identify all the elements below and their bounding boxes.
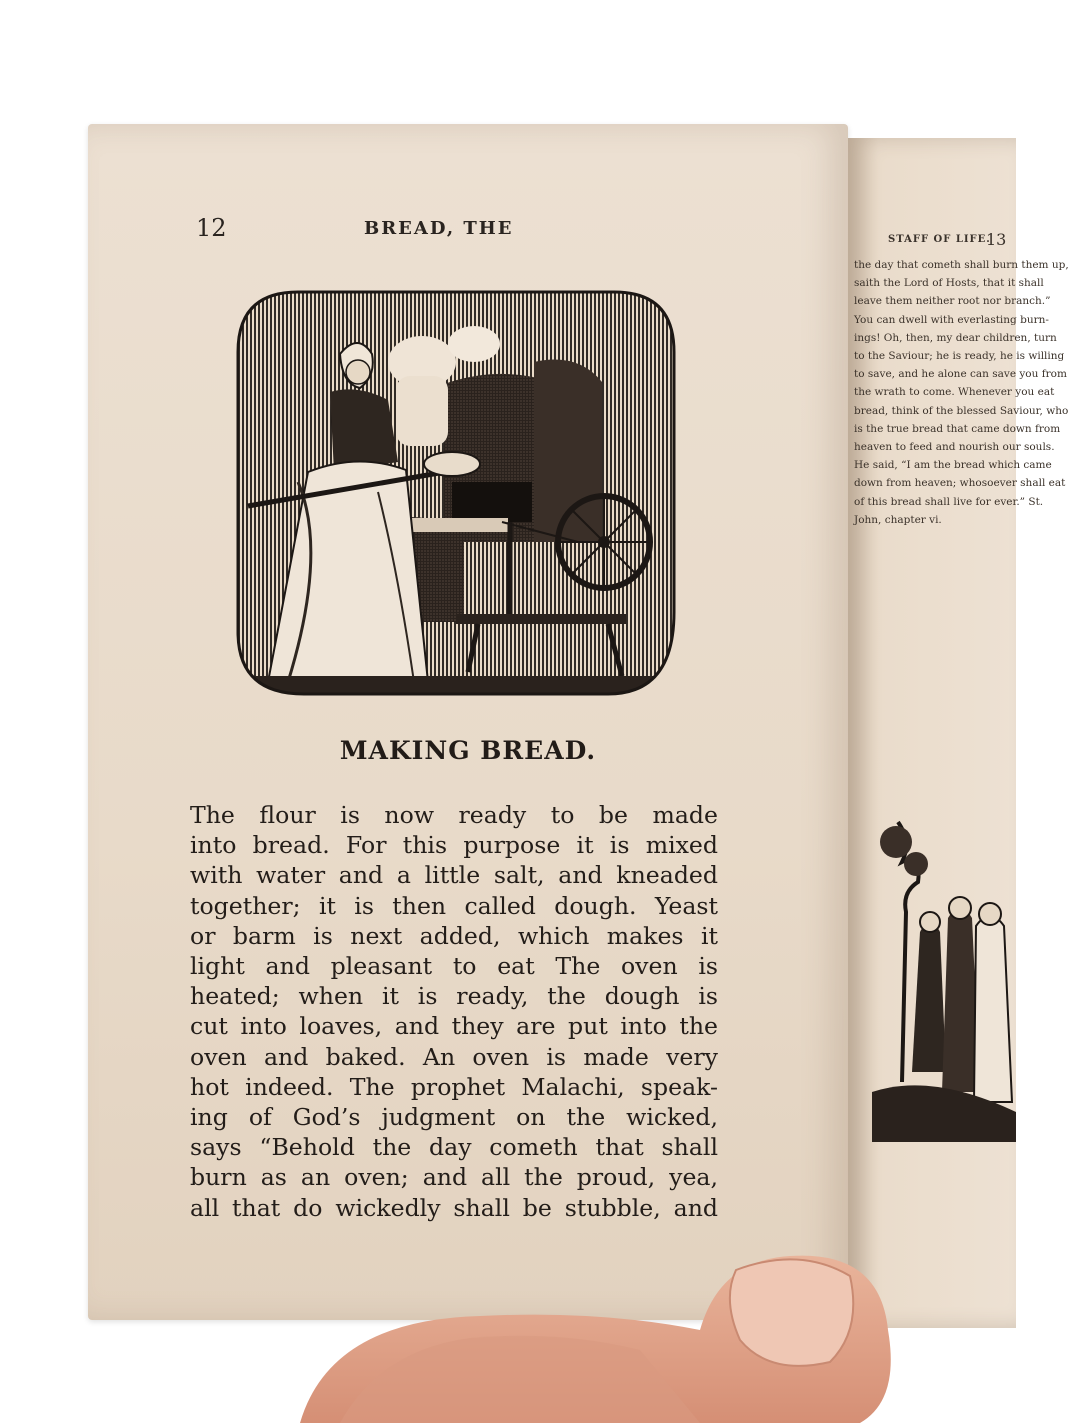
- text-line: bread, think of the blessed Saviour, who: [854, 404, 1069, 417]
- left-page: [88, 124, 848, 1320]
- text-line: with water and a little salt, and kneaded: [190, 861, 718, 890]
- text-line: all that do wickedly shall be stubble, and: [190, 1193, 718, 1222]
- text-line: heated; when it is ready, the dough is: [190, 982, 718, 1011]
- body-text-right: [854, 256, 1069, 529]
- text-line: of this bread shall live for ever.” St.: [854, 495, 1044, 508]
- text-line: light and pleasant to eat The oven is: [190, 952, 718, 981]
- text-line: cut into loaves, and they are put into the: [190, 1012, 718, 1041]
- text-line: oven and baked. An oven is made very: [190, 1042, 718, 1071]
- text-line: ing of God’s judgment on the wicked,: [190, 1103, 718, 1132]
- text-line: You can dwell with everlasting burn-: [854, 313, 1049, 326]
- page-number-right: 13: [986, 230, 1007, 249]
- running-head-left: BREAD, THE: [364, 218, 514, 239]
- woodcut-illustration-making-bread: [238, 292, 674, 694]
- right-page: [848, 138, 1069, 1328]
- text-line: or barm is next added, which makes it: [190, 921, 718, 950]
- text-line: saith the Lord of Hosts, that it shall: [854, 277, 1044, 290]
- text-line: heaven to feed and nourish our souls.: [854, 441, 1055, 454]
- page-number-left: 12: [196, 214, 227, 242]
- text-line: says “Behold the day cometh that shall: [190, 1133, 718, 1162]
- text-line: into bread. For this purpose it is mixed: [190, 831, 718, 860]
- text-line: is the true bread that came down from: [854, 422, 1061, 435]
- text-line: He said, “I am the bread which came: [854, 459, 1052, 472]
- text-line: to save, and he alone can save you from: [854, 368, 1067, 381]
- section-title: MAKING BREAD.: [339, 736, 597, 765]
- text-line: leave them neither root nor branch.”: [854, 295, 1051, 308]
- text-line: The flour is now ready to be made: [190, 801, 718, 829]
- text-line: hot indeed. The prophet Malachi, speak-: [190, 1072, 718, 1101]
- running-head-right: STAFF OF LIFE.: [888, 234, 991, 245]
- text-line: the wrath to come. Whenever you eat: [854, 386, 1055, 399]
- text-line: the day that cometh shall burn them up,: [854, 259, 1069, 271]
- body-text-left: [190, 800, 718, 1223]
- text-line: to the Saviour; he is ready, he is willing: [854, 350, 1065, 363]
- woodcut-illustration-figures: [872, 822, 1016, 1142]
- text-line: down from heaven; whosoever shall eat: [854, 477, 1066, 490]
- text-line: together; it is then called dough. Yeast: [190, 891, 718, 920]
- text-line: ings! Oh, then, my dear children, turn: [854, 331, 1057, 344]
- text-line: burn as an oven; and all the proud, yea,: [190, 1163, 718, 1192]
- text-line: John, chapter vi.: [854, 513, 942, 526]
